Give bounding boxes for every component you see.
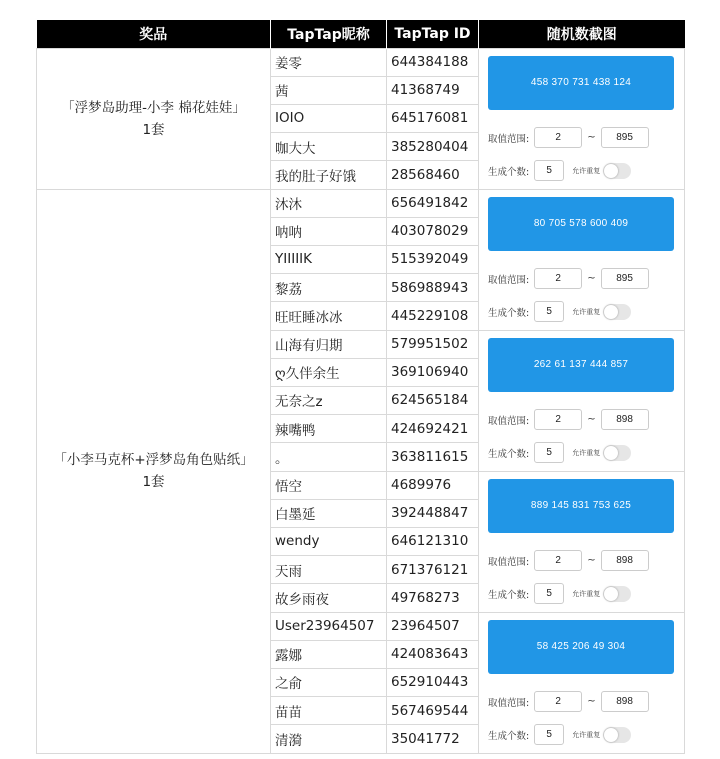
taptap-id-cell: 671376121 — [387, 556, 479, 584]
random-result-box: 889 145 831 753 625 — [488, 479, 674, 533]
random-number-screenshot-cell — [479, 189, 685, 330]
table-row — [37, 48, 685, 76]
range-max-input[interactable]: 895 — [601, 127, 649, 148]
range-max-input[interactable]: 895 — [601, 268, 649, 289]
range-separator: ~ — [587, 696, 596, 707]
allow-repeat-toggle[interactable] — [603, 727, 631, 743]
range-separator: ~ — [587, 555, 596, 566]
taptap-id-cell: 41368749 — [387, 76, 479, 104]
taptap-id-cell: 392448847 — [387, 499, 479, 527]
nickname-cell: YIIIIIK — [271, 245, 387, 273]
range-min-input[interactable]: 2 — [534, 691, 582, 712]
taptap-id-cell: 363811615 — [387, 443, 479, 471]
range-row — [488, 549, 649, 573]
count-label: 生成个数: — [488, 307, 530, 319]
range-row — [488, 690, 649, 714]
allow-repeat-toggle[interactable] — [603, 445, 631, 461]
count-row — [488, 159, 631, 183]
random-generator-panel — [479, 190, 684, 330]
taptap-id-cell: 656491842 — [387, 189, 479, 217]
taptap-id-cell: 23964507 — [387, 612, 479, 640]
taptap-id-cell: 567469544 — [387, 697, 479, 725]
nickname-cell: ღ久伴余生 — [271, 358, 387, 386]
prize-quantity: 1套 — [142, 474, 165, 490]
prize-name: 「浮梦岛助理-小李 棉花娃娃」 — [61, 99, 246, 116]
prize-cell — [37, 189, 271, 753]
random-result-box: 262 61 137 444 857 — [488, 338, 674, 392]
count-row — [488, 582, 631, 606]
taptap-id-cell: 624565184 — [387, 386, 479, 414]
taptap-id-cell: 49768273 — [387, 584, 479, 612]
nickname-cell: 咖大大 — [271, 133, 387, 161]
allow-repeat-toggle[interactable] — [603, 586, 631, 602]
nickname-cell: wendy — [271, 527, 387, 555]
prize-cell — [37, 48, 271, 189]
range-row — [488, 126, 649, 150]
nickname-cell: 黎荔 — [271, 274, 387, 302]
prize-name: 「小李马克杯+浮梦岛角色贴纸」 — [53, 452, 254, 468]
random-number-screenshot-cell — [479, 612, 685, 753]
count-row — [488, 300, 631, 324]
taptap-id-cell: 35041772 — [387, 725, 479, 753]
allow-repeat-label: 允许重复 — [572, 307, 601, 316]
range-label: 取值范围: — [488, 133, 530, 145]
range-max-input[interactable]: 898 — [601, 691, 649, 712]
table-body — [37, 48, 685, 753]
range-max-input[interactable]: 898 — [601, 550, 649, 571]
nickname-cell: 我的肚子好饿 — [271, 161, 387, 189]
nickname-cell: 山海有归期 — [271, 330, 387, 358]
range-label: 取值范围: — [488, 556, 530, 568]
taptap-id-cell: 424083643 — [387, 640, 479, 668]
nickname-cell: 苗苗 — [271, 697, 387, 725]
count-input[interactable]: 5 — [534, 301, 564, 322]
winners-table-container — [36, 20, 684, 754]
nickname-cell: User23964507 — [271, 612, 387, 640]
range-min-input[interactable]: 2 — [534, 127, 582, 148]
nickname-cell: 清漪 — [271, 725, 387, 753]
random-number-screenshot-cell — [479, 330, 685, 471]
count-input[interactable]: 5 — [534, 160, 564, 181]
range-separator: ~ — [587, 273, 596, 284]
count-input[interactable]: 5 — [534, 442, 564, 463]
allow-repeat-toggle[interactable] — [603, 163, 631, 179]
header-taptap-id: TapTap ID — [387, 20, 479, 48]
nickname-cell: 悟空 — [271, 471, 387, 499]
prize-quantity: 1套 — [142, 121, 165, 138]
winners-table — [36, 20, 685, 754]
taptap-id-cell: 445229108 — [387, 302, 479, 330]
taptap-id-cell: 424692421 — [387, 415, 479, 443]
random-result-box: 58 425 206 49 304 — [488, 620, 674, 674]
header-nickname: TapTap昵称 — [271, 20, 387, 48]
count-row — [488, 723, 631, 747]
range-label: 取值范围: — [488, 274, 530, 286]
nickname-cell: 旺旺睡冰冰 — [271, 302, 387, 330]
count-input[interactable]: 5 — [534, 724, 564, 745]
taptap-id-cell: 403078029 — [387, 217, 479, 245]
range-min-input[interactable]: 2 — [534, 409, 582, 430]
range-separator: ~ — [587, 132, 596, 143]
random-generator-panel — [479, 613, 684, 753]
nickname-cell: 故乡雨夜 — [271, 584, 387, 612]
random-result-box: 458 370 731 438 124 — [488, 56, 674, 110]
taptap-id-cell: 515392049 — [387, 245, 479, 273]
allow-repeat-label: 允许重复 — [572, 166, 601, 175]
random-number-screenshot-cell — [479, 471, 685, 612]
range-label: 取值范围: — [488, 697, 530, 709]
range-label: 取值范围: — [488, 415, 530, 427]
range-max-input[interactable]: 898 — [601, 409, 649, 430]
range-separator: ~ — [587, 414, 596, 425]
range-min-input[interactable]: 2 — [534, 550, 582, 571]
taptap-id-cell: 385280404 — [387, 133, 479, 161]
nickname-cell: 天雨 — [271, 556, 387, 584]
taptap-id-cell: 644384188 — [387, 48, 479, 76]
taptap-id-cell: 28568460 — [387, 161, 479, 189]
taptap-id-cell: 586988943 — [387, 274, 479, 302]
nickname-cell: 之俞 — [271, 668, 387, 696]
range-row — [488, 267, 649, 291]
nickname-cell: 白墨延 — [271, 499, 387, 527]
random-number-screenshot-cell — [479, 48, 685, 189]
allow-repeat-toggle[interactable] — [603, 304, 631, 320]
allow-repeat-label: 允许重复 — [572, 448, 601, 457]
random-result-box: 80 705 578 600 409 — [488, 197, 674, 251]
random-generator-panel — [479, 49, 684, 189]
taptap-id-cell: 4689976 — [387, 471, 479, 499]
count-input[interactable]: 5 — [534, 583, 564, 604]
nickname-cell: 茜 — [271, 76, 387, 104]
nickname-cell: 姜零 — [271, 48, 387, 76]
count-label: 生成个数: — [488, 448, 530, 460]
taptap-id-cell: 652910443 — [387, 668, 479, 696]
count-label: 生成个数: — [488, 589, 530, 601]
count-label: 生成个数: — [488, 166, 530, 178]
taptap-id-cell: 645176081 — [387, 104, 479, 132]
allow-repeat-label: 允许重复 — [572, 589, 601, 598]
nickname-cell: 无奈之z — [271, 386, 387, 414]
taptap-id-cell: 579951502 — [387, 330, 479, 358]
count-label: 生成个数: — [488, 730, 530, 742]
table-header-row — [37, 20, 685, 48]
count-row — [488, 441, 631, 465]
header-screenshot: 随机数截图 — [479, 20, 685, 48]
nickname-cell: 。 — [271, 443, 387, 471]
nickname-cell: 沐沐 — [271, 189, 387, 217]
range-row — [488, 408, 649, 432]
table-row — [37, 189, 685, 217]
random-generator-panel — [479, 331, 684, 471]
nickname-cell: 辣嘴鸭 — [271, 415, 387, 443]
taptap-id-cell: 369106940 — [387, 358, 479, 386]
range-min-input[interactable]: 2 — [534, 268, 582, 289]
allow-repeat-label: 允许重复 — [572, 730, 601, 739]
nickname-cell: IOIO — [271, 104, 387, 132]
taptap-id-cell: 646121310 — [387, 527, 479, 555]
header-prize: 奖品 — [37, 20, 271, 48]
nickname-cell: 呐呐 — [271, 217, 387, 245]
random-generator-panel — [479, 472, 684, 612]
nickname-cell: 露娜 — [271, 640, 387, 668]
